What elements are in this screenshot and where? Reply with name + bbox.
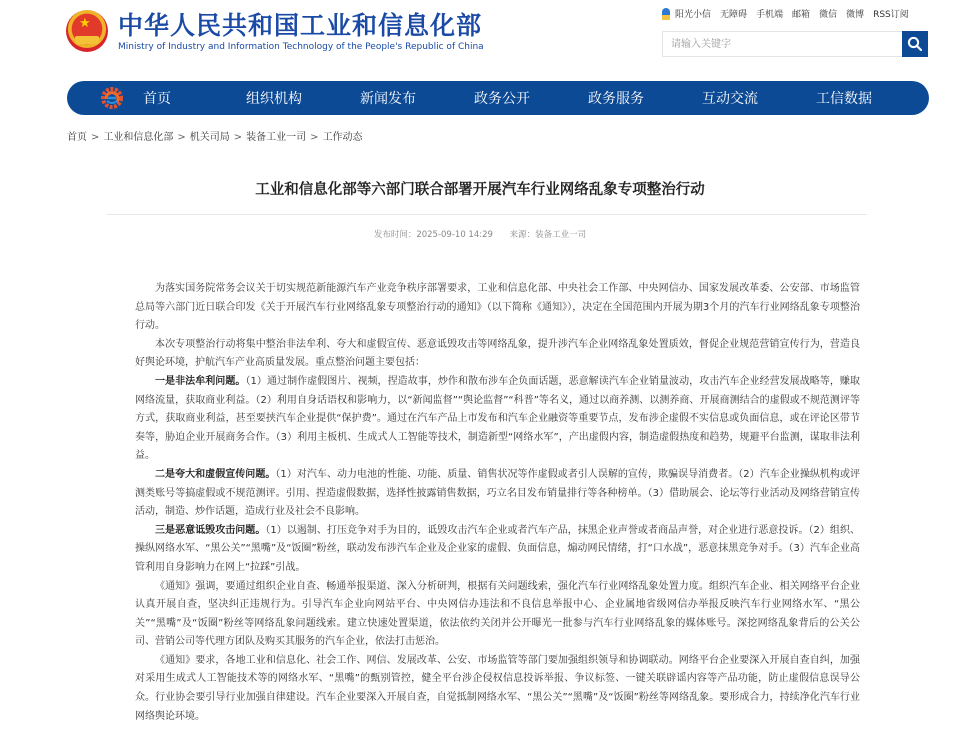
nav-item-interaction[interactable]: 互动交流 xyxy=(702,91,758,107)
site-logo[interactable] xyxy=(66,10,484,52)
nav-item-organization[interactable]: 组织机构 xyxy=(246,91,302,107)
article-paragraph xyxy=(135,280,860,336)
breadcrumb-separator: > xyxy=(233,132,243,143)
search-icon xyxy=(907,36,923,52)
breadcrumb-work-news[interactable]: 工作动态 xyxy=(322,132,363,143)
breadcrumb-home[interactable]: 首页 xyxy=(67,132,87,143)
search-box xyxy=(662,31,928,57)
top-links xyxy=(662,7,918,20)
article-paragraph xyxy=(135,522,860,578)
title-divider xyxy=(107,214,867,215)
miit-e-logo-icon[interactable] xyxy=(101,87,123,109)
main-nav xyxy=(67,81,929,115)
paragraph-lead: 二是夸大和虚假宣传问题。 xyxy=(155,468,276,480)
nav-item-services[interactable]: 政务服务 xyxy=(588,91,644,107)
nav-item-home[interactable]: 首页 xyxy=(143,91,171,107)
article-source: 来源：装备工业一司 xyxy=(509,230,587,240)
paragraph-text: （1）以遏制、打压竞争对手为目的，诋毁攻击汽车企业或者汽车产品，抹黑企业声誉或者商品声誉，对企业进行恶意投诉。（2）组织、操纵网络水军、“黑公关”“黑嘴”及“饭圈”粉丝，联动发布涉汽车企业及企业家的虚假、负面信息，煽动网民情绪，打“口水战”，恶意抹黑竞争对手。（3）汽车企业高管利用自身影响力在网上“拉踩”引战。 xyxy=(135,524,860,573)
breadcrumb-departments[interactable]: 机关司局 xyxy=(189,132,230,143)
article-paragraph xyxy=(135,652,860,726)
breadcrumb-ministry[interactable]: 工业和信息化部 xyxy=(103,132,174,143)
paragraph-text: 《通知》强调，要通过组织企业自查、畅通举报渠道、深入分析研判，根据有关问题线索，强化汽车行业网络乱象处置力度。组织汽车企业、相关网络平台企业认真开展自查，坚决纠正违规行为。引导汽车企业向网站平台、中央网信办违法和不良信息举报中心、企业属地省级网信办举报反映汽车行业网络水军、“黑公关”“黑嘴”及“饭圈”粉丝等网络乱象问题线索。建立快速处置渠道，依法依约关闭并公开曝光一批参与汽车行业网络乱象的媒体账号。深挖网络乱象背后的公关公司、营销公司等代理方团队及购买其服务的汽车企业，依法打击惩治。 xyxy=(135,580,860,648)
nav-item-news[interactable]: 新闻发布 xyxy=(360,91,416,107)
site-header xyxy=(0,0,960,76)
top-link-wechat[interactable]: 微信 xyxy=(819,10,838,20)
article-paragraph xyxy=(135,578,860,652)
paragraph-text: 为落实国务院常务会议关于切实规范新能源汽车产业竞争秩序部署要求，工业和信息化部、中央社会工作部、中央网信办、国家发展改革委、公安部、市场监管总局等六部门近日联合印发《关于开展汽车行业网络乱象专项整治行动的通知》（以下简称《通知》），决定在全国范围内开展为期3个月的汽车行业网络乱象专项整治行动。 xyxy=(135,283,860,332)
article-title: 工业和信息化部等六部门联合部署开展汽车行业网络乱象专项整治行动 xyxy=(255,182,705,198)
breadcrumb-equipment-dept[interactable]: 装备工业一司 xyxy=(246,132,307,143)
top-link-accessibility[interactable]: 无障碍 xyxy=(720,10,748,20)
top-link-weibo[interactable]: 微博 xyxy=(846,10,865,20)
nav-item-data[interactable]: 工信数据 xyxy=(816,91,872,107)
top-link-mail[interactable]: 邮箱 xyxy=(792,10,811,20)
article-body xyxy=(135,280,860,726)
national-emblem-icon xyxy=(66,10,108,52)
top-link-rss[interactable]: RSS订阅 xyxy=(873,10,909,20)
breadcrumb-separator: > xyxy=(91,132,100,143)
paragraph-text: （1）对汽车、动力电池的性能、功能、质量、销售状况等作虚假或者引人误解的宣传，欺骗误导消费者。（2）汽车企业操纵机构或评测类账号等搞虚假或不规范测评。引用、捏造虚假数据，选择性披露销售数据，巧立名目发布销量排行等各种榜单。（3）借助展会、论坛等行业活动及网络营销宣传活动，制造、炒作话题，造成行业及社会不良影响。 xyxy=(135,468,860,518)
nav-item-gov-affairs[interactable]: 政务公开 xyxy=(474,91,530,107)
top-link-mobile[interactable]: 手机端 xyxy=(756,10,784,20)
paragraph-text: （1）通过制作虚假图片、视频，捏造故事，炒作和散布涉车企负面话题，恶意解读汽车企业销量波动，攻击汽车企业经营发展战略等，赚取网络流量，获取商业利益。（2）利用自身话语权和影响力，以“新闻监督”“舆论监督”“科普”等名义，通过以商养测、以测养商、开展商测结合的虚假或不规范测评等方式，获取商业利益，甚至要挟汽车企业提供“保护费”。通过在汽车产品上市发布和汽车企业融资等重要节点，发布涉企虚假不实信息或负面信息，或在评论区带节奏等，胁迫企业开展商务合作。（3）利用主板机、生成式人工智能等技术，制造新型“网络水军”，产出虚假内容，制造虚假热度和趋势，规避平台监测，谋取非法利益。 xyxy=(135,375,860,462)
top-link-sunshine[interactable]: 阳光小信 xyxy=(675,10,712,20)
article-paragraph xyxy=(135,373,860,466)
site-name-en: Ministry of Industry and Information Technology of the People's Republic of China xyxy=(118,41,484,52)
breadcrumb-separator: > xyxy=(310,132,319,143)
breadcrumb xyxy=(67,128,363,143)
nav-logo-graphic xyxy=(101,87,123,109)
article-paragraph xyxy=(135,466,860,522)
paragraph-lead: 三是恶意诋毁攻击问题。 xyxy=(155,524,266,536)
search-button[interactable] xyxy=(902,31,928,57)
article-paragraph xyxy=(135,336,860,373)
article-meta xyxy=(0,228,960,240)
paragraph-text: 《通知》要求，各地工业和信息化、社会工作、网信、发展改革、公安、市场监管等部门要加强组织领导和协调联动。网络平台企业要深入开展自查自纠，加强对采用生成式人工智能技术等的网络水军、“黑嘴”的甄别管控，健全平台涉企侵权信息投诉举报、争议标签、一键关联辟谣内容等产品功能，防止虚假信息误导公众。行业协会要引导行业加强自律建设。汽车企业要深入开展自查，自觉抵制网络水军、“黑公关”“黑嘴”及“饭圈”粉丝等网络乱象。要形成合力，持续净化汽车行业网络舆论环境。 xyxy=(135,654,860,722)
site-name xyxy=(118,11,484,52)
search-input[interactable] xyxy=(663,32,902,56)
sunshine-mascot-icon xyxy=(662,8,670,20)
site-name-cn: 中华人民共和国工业和信息化部 xyxy=(118,10,483,40)
paragraph-lead: 一是非法牟利问题。 xyxy=(155,375,246,387)
breadcrumb-separator: > xyxy=(177,132,186,143)
publish-time: 发布时间：2025-09-10 14:29 xyxy=(373,230,493,240)
paragraph-text: 本次专项整治行动将集中整治非法牟利、夸大和虚假宣传、恶意诋毁攻击等网络乱象，提升涉汽车企业网络乱象处置质效，督促企业规范营销宣传行为，营造良好舆论环境，护航汽车产业高质量发展。重点整治问题主要包括： xyxy=(135,338,860,369)
